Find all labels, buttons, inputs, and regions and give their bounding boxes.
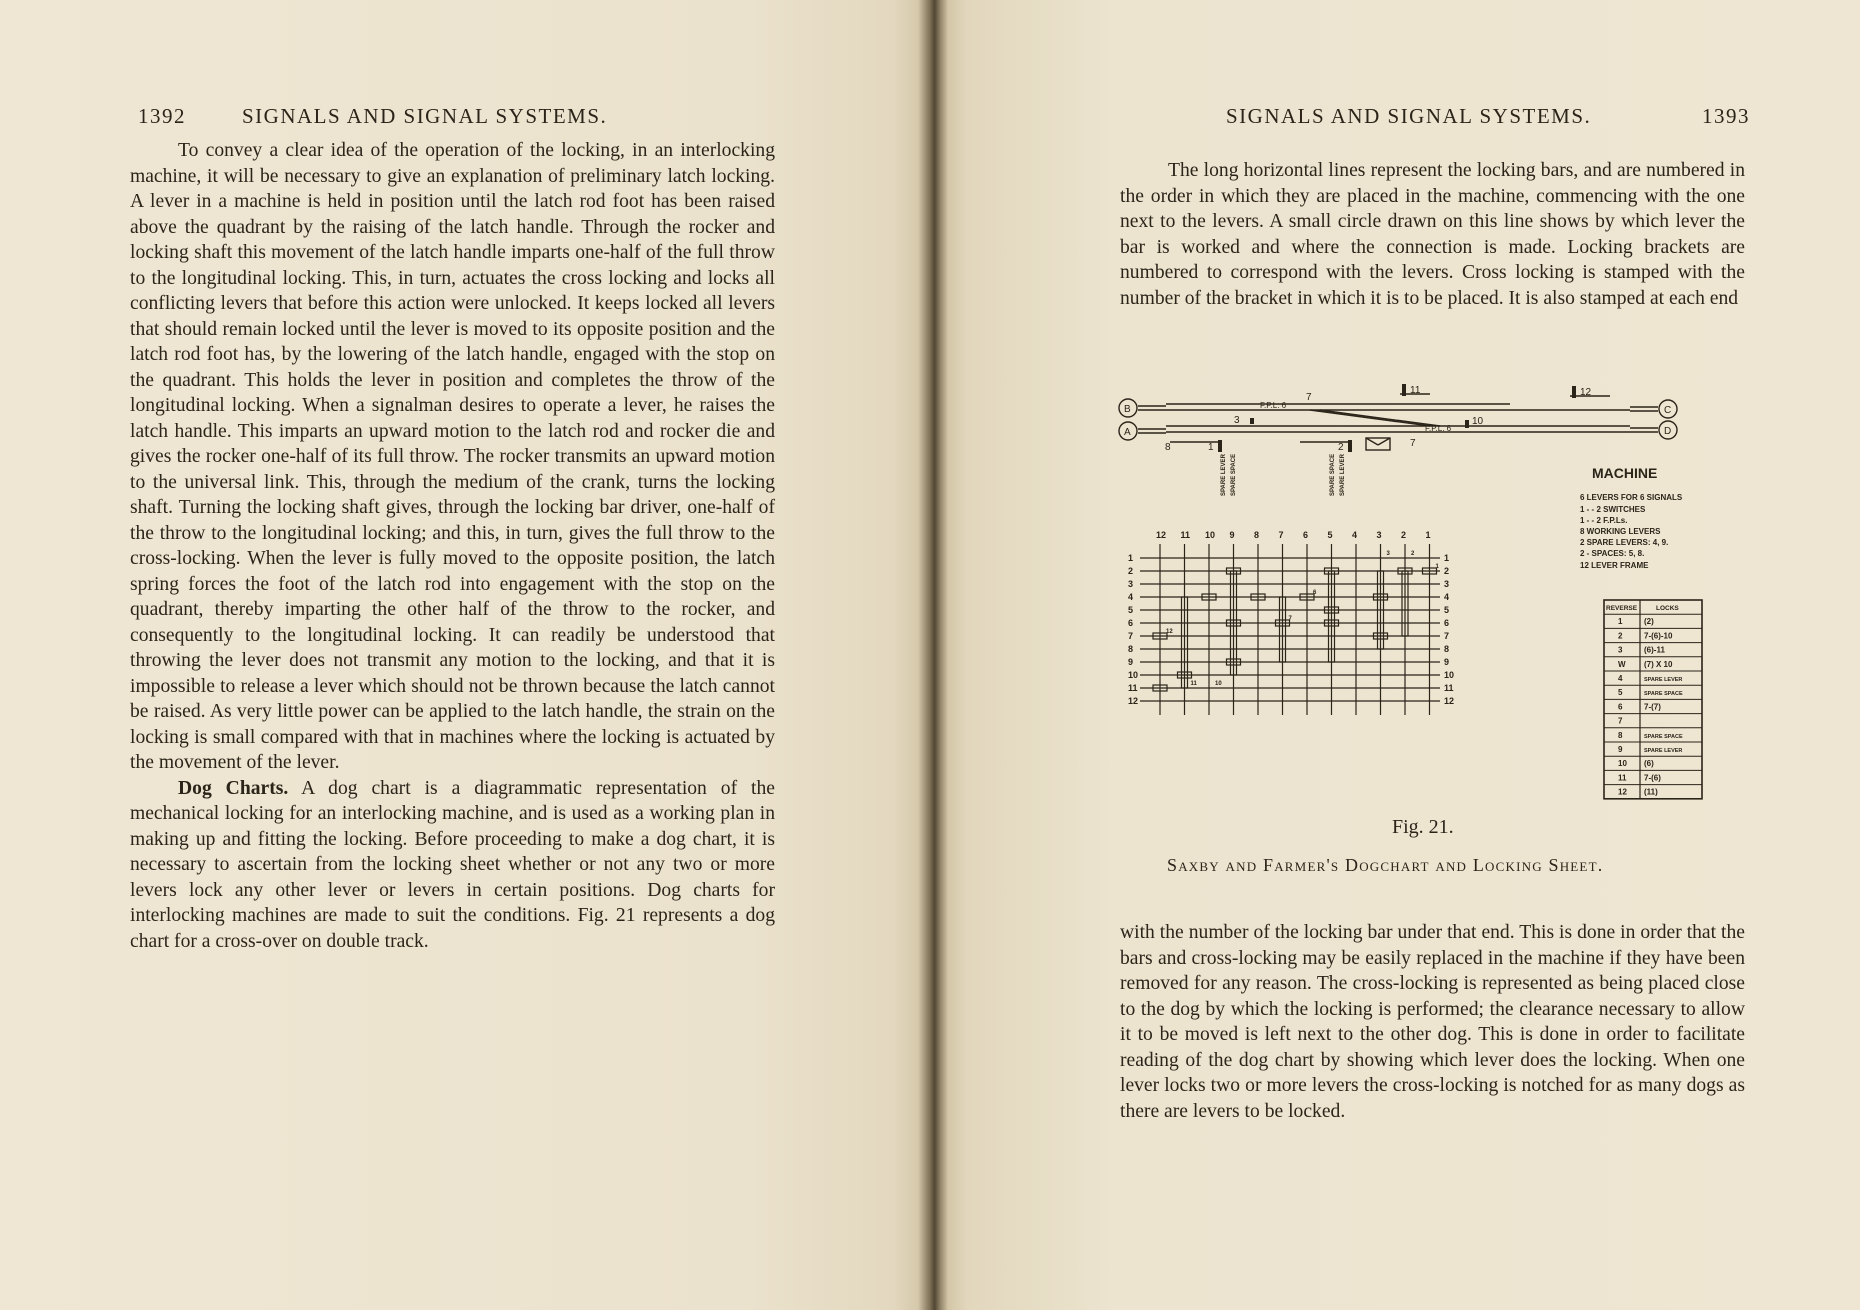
station-label: A xyxy=(1124,427,1131,438)
bar-number: 5 xyxy=(1128,605,1134,615)
dog-label: 2 xyxy=(1411,551,1415,557)
bar-number: 6 xyxy=(1444,618,1450,628)
lever-number: 5 xyxy=(1327,530,1333,540)
bar-number: 1 xyxy=(1128,553,1134,563)
section-heading: Dog Charts. xyxy=(178,777,289,799)
track-number: 1 xyxy=(1208,442,1214,453)
right-page-body-bottom xyxy=(1120,920,1745,1124)
lever-number: 12 xyxy=(1156,530,1167,540)
station-label: C xyxy=(1664,405,1672,416)
station-label: D xyxy=(1664,426,1672,437)
lever-number: 8 xyxy=(1254,530,1260,540)
track-number: 7 xyxy=(1306,392,1312,403)
machine-line: 6 LEVERS FOR 6 SIGNALS xyxy=(1580,493,1683,502)
bar-number: 1 xyxy=(1444,553,1450,563)
vertical-tag: SPARE SPACE xyxy=(1330,453,1336,496)
lever-number: 7 xyxy=(1278,530,1284,540)
machine-line: 2 - SPACES: 5, 8. xyxy=(1580,549,1645,558)
track-number: 2 xyxy=(1338,442,1344,453)
locking-sheet-lever: 3 xyxy=(1618,645,1623,655)
lever-number: 3 xyxy=(1376,530,1382,540)
track-number: 12 xyxy=(1580,387,1592,398)
fpl-label: F.P.L. 6 xyxy=(1260,401,1287,410)
locking-sheet-locks: (6)-11 xyxy=(1644,645,1665,655)
figure-label: Fig. 21. xyxy=(1392,816,1454,838)
track-number: 7 xyxy=(1410,438,1416,449)
machine-line: 2 SPARE LEVERS: 4, 9. xyxy=(1580,538,1669,547)
locking-sheet-locks: 7-(7) xyxy=(1644,702,1661,712)
vertical-tag: SPARE LEVER xyxy=(1221,454,1227,496)
bar-number: 4 xyxy=(1444,592,1450,602)
bar-number: 3 xyxy=(1128,579,1134,589)
dog-label: 10 xyxy=(1215,681,1222,687)
dog-label: 11 xyxy=(1190,681,1197,687)
bar-number: 3 xyxy=(1444,579,1450,589)
bar-number: 8 xyxy=(1128,644,1134,654)
locking-sheet-locks: SPARE LEVER xyxy=(1644,748,1683,754)
machine-line: 1 - - 2 SWITCHES xyxy=(1580,505,1646,514)
track-number: 8 xyxy=(1165,442,1171,453)
machine-title: MACHINE xyxy=(1592,465,1658,481)
locking-sheet-lever: 5 xyxy=(1618,688,1623,698)
lever-number: 1 xyxy=(1425,530,1431,540)
paragraph: The long horizontal lines represent the locking bars, and are numbered in the order in which they are placed in the machine, commencing with the one next to the levers. A small circle drawn on this line shows by which lever the bar is worked and where the connection is made. Locking brackets are numbered to correspond with the levers. Cross locking is stamped with the number of the bracket in which it is to be placed. It is also stamped at each end xyxy=(1120,160,1745,309)
page-number: 1392 xyxy=(138,104,186,128)
right-page-header xyxy=(1120,104,1750,136)
dog-label: 7 xyxy=(1288,616,1292,622)
figure-21 xyxy=(1110,378,1730,838)
machine-line: 8 WORKING LEVERS xyxy=(1580,527,1661,536)
locking-sheet-locks: SPARE SPACE xyxy=(1644,691,1683,698)
bar-number: 2 xyxy=(1444,566,1450,576)
locking-sheet-locks: SPARE LEVER xyxy=(1644,677,1683,683)
fpl-label: F.P.L. 6 xyxy=(1425,424,1452,433)
bar-number: 12 xyxy=(1128,696,1139,706)
paragraph-text: A dog chart is a diagrammatic representation of the mechanical locking for an interlocking machine, and is used as a working plan in making up and fitting the locking. Before proceeding to make a dog chart, it is necessary to ascertain from the locking sheet whether or not any two or more levers lock any other lever or levers in certain positions. Dog charts for interlocking machines are made to suit the conditions. Fig. 21 represents a dog chart for a cross-over on double track. xyxy=(130,777,775,952)
lever-number: 4 xyxy=(1352,530,1358,540)
bar-number: 10 xyxy=(1128,670,1139,680)
locking-sheet-lever: 6 xyxy=(1618,702,1623,712)
locking-sheet-header: REVERSE xyxy=(1606,605,1638,612)
dog-chart-figure xyxy=(1110,378,1730,818)
dog-label: 6 xyxy=(1313,590,1317,596)
locking-sheet-locks: 7-(6)-10 xyxy=(1644,631,1673,641)
locking-sheet-lever: W xyxy=(1618,659,1626,669)
dog-chart-grid xyxy=(1140,544,1440,715)
bar-number: 5 xyxy=(1444,605,1450,615)
locking-sheet-lever: 2 xyxy=(1618,631,1623,641)
right-page-body-top xyxy=(1120,158,1745,311)
track-number: 10 xyxy=(1472,416,1484,427)
left-page-body xyxy=(130,138,775,954)
locking-sheet-locks: (6) xyxy=(1644,759,1654,769)
running-title: SIGNALS AND SIGNAL SYSTEMS. xyxy=(242,104,608,128)
locking-sheet-lever: 4 xyxy=(1618,674,1623,683)
locking-sheet-lever: 12 xyxy=(1618,787,1627,797)
bar-number: 12 xyxy=(1444,696,1455,706)
running-title: SIGNALS AND SIGNAL SYSTEMS. xyxy=(1226,104,1592,128)
bar-number: 4 xyxy=(1128,592,1134,602)
left-page-header xyxy=(130,104,775,136)
vertical-tag: SPARE SPACE xyxy=(1231,453,1237,496)
track-number: 3 xyxy=(1234,415,1240,426)
locking-sheet-locks: (11) xyxy=(1644,787,1658,797)
locking-sheet-lever: 1 xyxy=(1618,617,1623,627)
bar-number: 7 xyxy=(1128,631,1134,641)
machine-line: 12 LEVER FRAME xyxy=(1580,561,1649,570)
right-page xyxy=(1120,0,1750,1310)
locking-sheet xyxy=(1604,600,1702,799)
book-gutter xyxy=(918,0,948,1310)
locking-sheet-header: LOCKS xyxy=(1656,605,1679,612)
bar-number: 9 xyxy=(1128,657,1134,667)
dog-label: 12 xyxy=(1166,629,1173,635)
lever-number: 6 xyxy=(1303,530,1309,540)
bar-number: 9 xyxy=(1444,657,1450,667)
locking-sheet-lever: 8 xyxy=(1618,730,1623,740)
bar-number: 7 xyxy=(1444,631,1450,641)
locking-sheet-lever: 11 xyxy=(1618,773,1627,783)
lever-number: 9 xyxy=(1229,530,1235,540)
paragraph: with the number of the locking bar under that end. This is done in order that the bars and cross-locking may be easily replaced in the machine if they have been removed for any reason. The cross-locking is represented as being placed close to the dog by which the locking is performed; the clearance necessary to allow it to be moved is left next to the other dog. This is done in order to facilitate reading of the dog chart by showing which lever does the locking. When one lever locks two or more levers the cross-locking is notched for as many dogs as there are levers to be locked. xyxy=(1120,922,1745,1122)
locking-sheet-locks: 7-(6) xyxy=(1644,773,1661,783)
bar-number: 6 xyxy=(1128,618,1134,628)
locking-sheet-locks: SPARE SPACE xyxy=(1644,733,1683,740)
lever-number: 10 xyxy=(1205,530,1216,540)
locking-sheet-locks: (2) xyxy=(1644,617,1654,627)
left-page xyxy=(130,0,775,1310)
vertical-tag: SPARE LEVER xyxy=(1340,454,1346,496)
lever-number: 2 xyxy=(1401,530,1407,540)
paragraph xyxy=(130,776,775,955)
bar-number: 8 xyxy=(1444,644,1450,654)
bar-number: 11 xyxy=(1128,683,1138,693)
track-number: 11 xyxy=(1410,385,1421,396)
bar-number: 2 xyxy=(1128,566,1134,576)
locking-sheet-locks: (7) X 10 xyxy=(1644,659,1673,669)
locking-sheet-lever: 10 xyxy=(1618,759,1627,769)
paragraph: To convey a clear idea of the operation of the locking, in an interlocking machine, it will be necessary to give an explanation of preliminary latch locking. A lever in a machine is held in position until the latch rod foot has been raised above the quadrant by the raising of the latch handle. Through the rocker and locking shaft this movement of the latch handle imparts one-half of the full throw to the longitudinal locking. This, in turn, actuates the cross locking and locks all conflicting levers that before this action were unlocked. It keeps locked all levers that should remain locked until the lever is moved to its opposite position and the latch rod foot has, by the lowering of the latch handle, engaged with the stop on the quadrant. This holds the lever in position and completes the throw of the longitudinal locking. When a signalman desires to operate a lever, he raises the latch handle. This imparts an upward motion to the latch rod and rocker die and gives the rocker one-half of its full throw. The rocker transmits an upward motion to the universal link. This, through the medium of the crank, turns the locking shaft. Turning the locking shaft gives, through the locking bar driver, one-half of the throw to the longitudinal locking; and this, in turn, gives the full throw to the cross-locking. When the lever is fully moved to the opposite position, the latch spring forces the foot of the latch rod into engagement with the stop on the quadrant, thereby imparting the other half of the throw to the rocker, and consequently to the longitudinal locking. It can readily be understood that throwing the lever does not transmit any motion to the locking, and that it is impossible to release a lever which should not be thrown because the latch cannot be raised. As very little power can be applied to the latch handle, the strain on the locking is small compared with that in machines where the locking is actuated by the movement of the lever. xyxy=(130,140,775,773)
locking-sheet-lever: 9 xyxy=(1618,745,1623,754)
bar-number: 11 xyxy=(1444,683,1454,693)
machine-line: 1 - - 2 F.P.Ls. xyxy=(1580,516,1628,525)
locking-sheet-lever: 7 xyxy=(1618,716,1623,726)
station-label: B xyxy=(1124,404,1131,415)
lever-number: 11 xyxy=(1180,530,1191,540)
dog-label: 3 xyxy=(1386,551,1390,557)
bar-number: 10 xyxy=(1444,670,1455,680)
dog-label: 1 xyxy=(1435,564,1439,570)
page-number: 1393 xyxy=(1702,104,1750,128)
figure-caption: Saxby and Farmer's Dogchart and Locking Sheet. xyxy=(1167,855,1604,875)
